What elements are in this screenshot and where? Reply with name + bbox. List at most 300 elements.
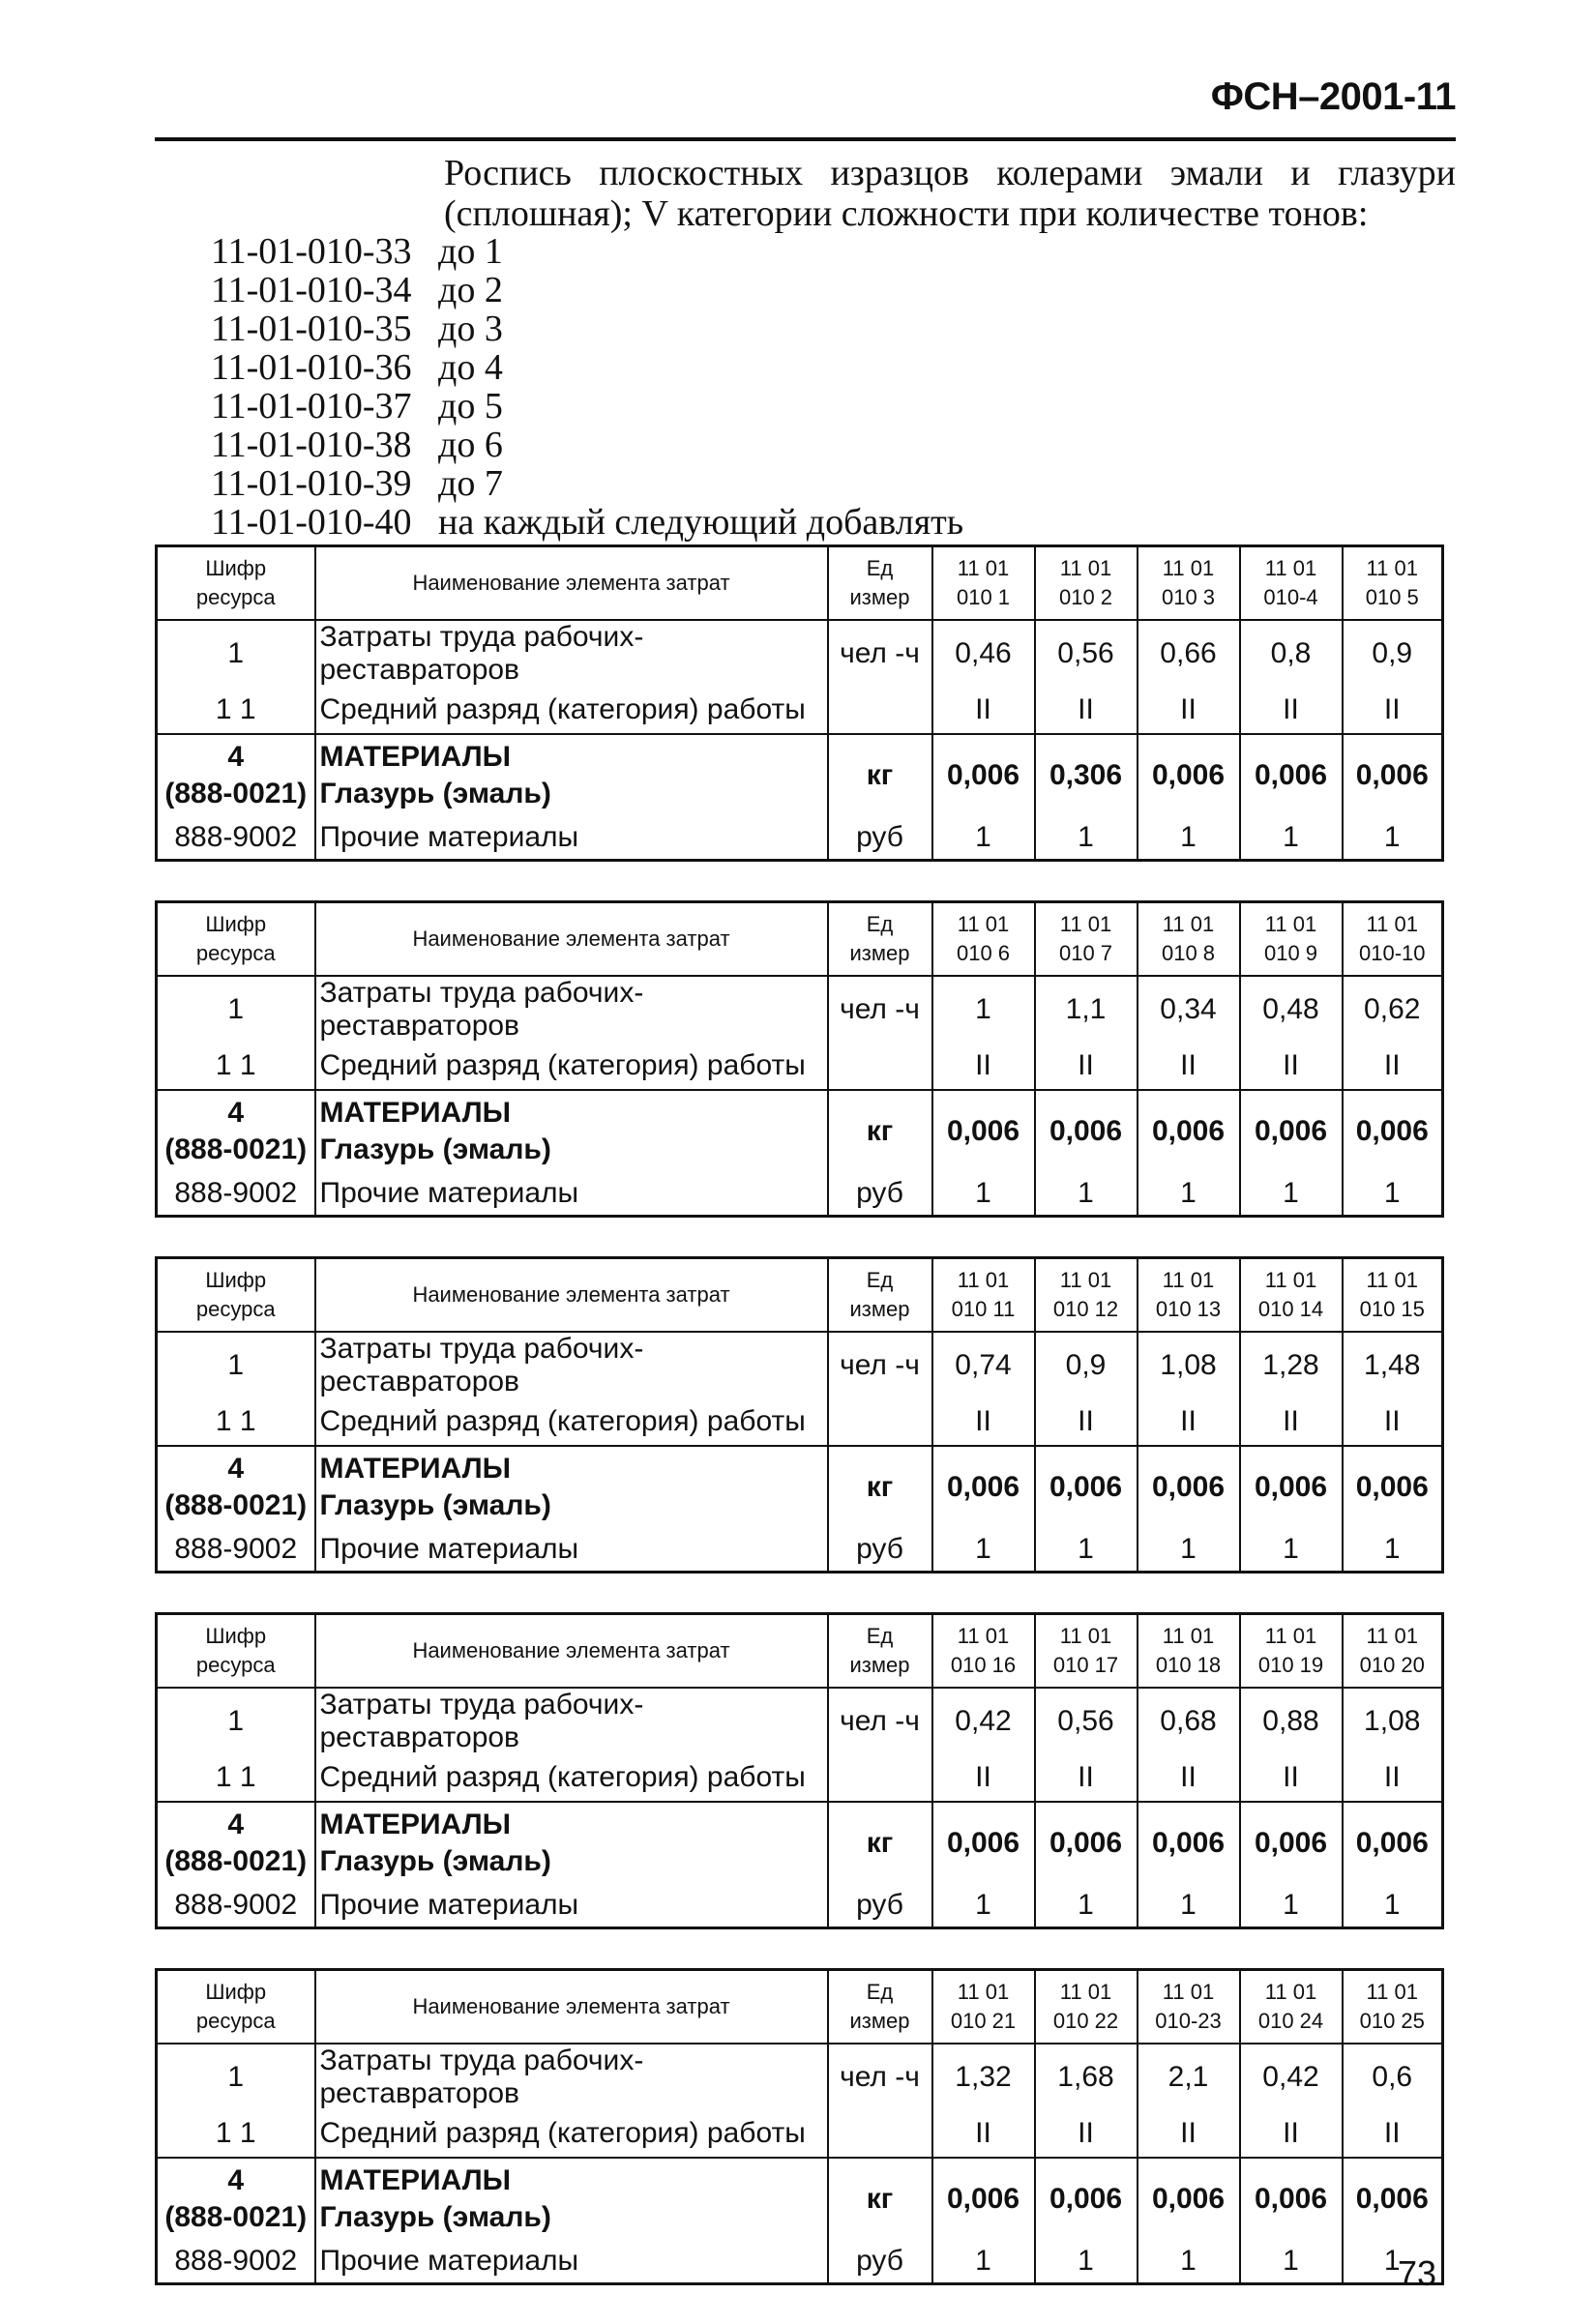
table-header-row: [157, 546, 1443, 621]
header-line: ресурса: [195, 2009, 276, 2033]
norm-code: 11-01-010-37: [211, 386, 412, 427]
table-row: [157, 1688, 1443, 1754]
header-norm-code: [1138, 1970, 1240, 2045]
header-line: Ед: [866, 1624, 894, 1648]
norm-code: 11-01-010-38: [211, 425, 412, 465]
norm-code: 11-01-010-35: [211, 309, 412, 349]
value-cell: 0,68: [1138, 1688, 1240, 1754]
resource-code: 888-9002: [157, 1884, 315, 1928]
table-row: [157, 1446, 1443, 1528]
header-norm-code: [932, 1614, 1035, 1689]
header-norm-code: [1343, 1614, 1443, 1689]
header-line: 11 01: [957, 1624, 1010, 1648]
value-cell: 0,006: [1343, 1802, 1443, 1884]
unit: кг: [828, 1802, 932, 1884]
header-line: Ед: [866, 1980, 894, 2004]
value-cell: 0,006: [932, 2158, 1035, 2240]
value-cell: 0,006: [1138, 734, 1240, 816]
value-cell: 0,8: [1240, 620, 1343, 687]
value-cell: II: [1343, 687, 1443, 734]
table-row: [157, 734, 1443, 816]
value-cell: 1: [932, 976, 1035, 1043]
header-line: 11 01: [1059, 1268, 1112, 1292]
section-description: Роспись плоскостных изразцов колерами эмали и глазури (сплошная); V категории сложности при количестве тонов:: [444, 153, 1456, 234]
header-norm-code: [1240, 1970, 1343, 2045]
header-line: ресурса: [195, 585, 276, 609]
element-name: Прочие материалы: [315, 2240, 828, 2284]
value-cell: 1,28: [1240, 1332, 1343, 1398]
header-element-name: Наименование элемента затрат: [315, 546, 828, 621]
header-element-name: Наименование элемента затрат: [315, 902, 828, 977]
value-cell: 0,42: [1240, 2044, 1343, 2110]
value-cell: 1: [1343, 1172, 1443, 1217]
header-line: 010 3: [1161, 585, 1216, 609]
header-resource-code: [157, 1258, 315, 1333]
value-cell: II: [932, 1043, 1035, 1090]
norm-description: до 4: [438, 347, 503, 388]
value-cell: 0,006: [1035, 1446, 1138, 1528]
header-line: 010 22: [1052, 2009, 1119, 2033]
header-line: Шифр: [205, 556, 267, 580]
header-line: 11 01: [1366, 912, 1418, 936]
value-cell: 0,006: [932, 734, 1035, 816]
value-cell: 1: [1343, 1528, 1443, 1573]
value-cell: II: [1035, 1043, 1138, 1090]
value-cell: II: [1035, 687, 1138, 734]
header-line: Ед: [866, 912, 894, 936]
element-name: Затраты труда рабочих-реставраторов: [315, 2044, 828, 2110]
value-cell: II: [1138, 687, 1240, 734]
table-header-row: [157, 902, 1443, 977]
header-line: 010 9: [1263, 941, 1318, 965]
header-line: 010-4: [1263, 585, 1318, 609]
header-line: измер: [849, 1653, 910, 1677]
resource-code: 888-9002: [157, 1528, 315, 1573]
norm-code: 11-01-010-33: [211, 231, 412, 272]
header-line: 11 01: [1059, 1980, 1112, 2004]
material-group-code: 4: [227, 1809, 245, 1840]
code-list-item: [211, 348, 963, 387]
header-resource-code: [157, 1970, 315, 2045]
value-cell: II: [1035, 2110, 1138, 2158]
resource-code: [157, 1802, 315, 1884]
table-row: [157, 2158, 1443, 2240]
header-line: 11 01: [1162, 1980, 1215, 2004]
unit: [828, 1398, 932, 1446]
header-line: Ед: [866, 556, 894, 580]
value-cell: II: [932, 1754, 1035, 1802]
header-line: Шифр: [205, 1268, 267, 1292]
value-cell: II: [1240, 1398, 1343, 1446]
value-cell: II: [1138, 1754, 1240, 1802]
header-line: 11 01: [1059, 912, 1112, 936]
element-name: Прочие материалы: [315, 1172, 828, 1217]
value-cell: 0,46: [932, 620, 1035, 687]
header-line: 11 01: [1366, 1624, 1418, 1648]
value-cell: 0,56: [1035, 620, 1138, 687]
material-name: Глазурь (эмаль): [319, 1489, 551, 1521]
value-cell: II: [1240, 1754, 1343, 1802]
value-cell: II: [1343, 1754, 1443, 1802]
value-cell: 1: [1343, 2240, 1443, 2284]
header-line: 11 01: [1162, 1268, 1215, 1292]
table-row: [157, 1802, 1443, 1884]
table-row: [157, 1043, 1443, 1090]
value-cell: 0,74: [932, 1332, 1035, 1398]
resource-code: 888-9002: [157, 1172, 315, 1217]
element-name: Прочие материалы: [315, 1884, 828, 1928]
resource-code: [157, 2158, 315, 2240]
value-cell: 0,006: [1343, 1446, 1443, 1528]
header-line: ресурса: [195, 941, 276, 965]
resource-table: [155, 1612, 1444, 1929]
unit: кг: [828, 1090, 932, 1172]
header-line: Шифр: [205, 1980, 267, 2004]
value-cell: 1: [1035, 1884, 1138, 1928]
value-cell: 0,306: [1035, 734, 1138, 816]
value-cell: 0,006: [932, 1090, 1035, 1172]
value-cell: 0,006: [932, 1802, 1035, 1884]
value-cell: 1,08: [1138, 1332, 1240, 1398]
unit: кг: [828, 734, 932, 816]
header-norm-code: [1035, 1970, 1138, 2045]
value-cell: 1,68: [1035, 2044, 1138, 2110]
value-cell: 1: [1240, 1528, 1343, 1573]
table-row: [157, 816, 1443, 861]
norm-description: до 6: [438, 425, 503, 465]
header-line: 010 16: [950, 1653, 1017, 1677]
value-cell: 1: [1240, 1172, 1343, 1217]
header-line: 010 13: [1155, 1297, 1222, 1321]
header-norm-code: [1035, 1614, 1138, 1689]
header-resource-code: [157, 902, 315, 977]
header-line: 010 18: [1155, 1653, 1222, 1677]
header-line: 11 01: [1366, 1980, 1418, 2004]
value-cell: II: [1343, 1398, 1443, 1446]
norm-code: 11-01-010-36: [211, 347, 412, 388]
header-line: 010 12: [1052, 1297, 1119, 1321]
value-cell: II: [932, 2110, 1035, 2158]
header-line: ресурса: [195, 1653, 276, 1677]
header-element-name: Наименование элемента затрат: [315, 1614, 828, 1689]
header-line: Шифр: [205, 912, 267, 936]
value-cell: 1: [932, 816, 1035, 861]
document-code: ФСН–2001-11: [1210, 75, 1456, 118]
value-cell: 1,48: [1343, 1332, 1443, 1398]
norm-description: до 1: [438, 231, 503, 272]
resource-code: 1 1: [157, 2110, 315, 2158]
header-line: Ед: [866, 1268, 894, 1292]
header-line: измер: [849, 941, 910, 965]
resource-code: [157, 1090, 315, 1172]
header-line: 11 01: [1264, 1624, 1317, 1648]
header-unit: [828, 546, 932, 621]
value-cell: 0,006: [1343, 1090, 1443, 1172]
value-cell: II: [1138, 2110, 1240, 2158]
header-norm-code: [1035, 1258, 1138, 1333]
header-line: 010-10: [1358, 941, 1426, 965]
resource-table: [155, 1968, 1444, 2285]
material-name: Глазурь (эмаль): [319, 778, 551, 809]
element-name: Затраты труда рабочих-реставраторов: [315, 1332, 828, 1398]
resource-code: 1 1: [157, 1398, 315, 1446]
table-row: [157, 620, 1443, 687]
value-cell: 0,006: [1240, 1446, 1343, 1528]
unit: чел -ч: [828, 620, 932, 687]
value-cell: 1: [1343, 1884, 1443, 1928]
value-cell: 0,006: [1035, 1802, 1138, 1884]
material-group-title: МАТЕРИАЛЫ: [319, 1809, 512, 1840]
unit: [828, 2110, 932, 2158]
table-row: [157, 976, 1443, 1043]
header-line: 11 01: [1264, 556, 1317, 580]
header-line: 010 21: [950, 2009, 1017, 2033]
header-line: 11 01: [1162, 556, 1215, 580]
header-norm-code: [1240, 546, 1343, 621]
norm-description: до 5: [438, 386, 503, 427]
value-cell: 0,006: [1240, 734, 1343, 816]
element-name: Средний разряд (категория) работы: [315, 1398, 828, 1446]
header-line: 11 01: [957, 1268, 1010, 1292]
element-name: Средний разряд (категория) работы: [315, 1043, 828, 1090]
norm-code: 11-01-010-34: [211, 270, 412, 310]
header-rule: [155, 137, 1456, 141]
value-cell: 0,006: [1035, 1090, 1138, 1172]
table-row: [157, 1528, 1443, 1573]
header-line: 010 17: [1052, 1653, 1119, 1677]
value-cell: II: [1240, 687, 1343, 734]
material-code: (888-0021): [164, 778, 308, 809]
value-cell: 2,1: [1138, 2044, 1240, 2110]
resource-code: 1: [157, 2044, 315, 2110]
resource-code: 888-9002: [157, 2240, 315, 2284]
value-cell: 1,1: [1035, 976, 1138, 1043]
material-group-title: МАТЕРИАЛЫ: [319, 1097, 512, 1129]
code-list-item: [211, 426, 963, 464]
table-row: [157, 1090, 1443, 1172]
table-header-row: [157, 1970, 1443, 2045]
header-unit: [828, 1258, 932, 1333]
material-name: Глазурь (эмаль): [319, 2201, 551, 2233]
material-group-code: 4: [227, 741, 245, 773]
header-line: 010 2: [1058, 585, 1113, 609]
element-name: Средний разряд (категория) работы: [315, 1754, 828, 1802]
value-cell: 1: [1035, 1172, 1138, 1217]
resource-code: 1: [157, 1688, 315, 1754]
value-cell: 0,006: [1343, 734, 1443, 816]
code-list-item: [211, 464, 963, 503]
material-group-title: МАТЕРИАЛЫ: [319, 2164, 512, 2196]
value-cell: 0,006: [1138, 1090, 1240, 1172]
header-norm-code: [1138, 546, 1240, 621]
header-unit: [828, 1970, 932, 2045]
header-line: измер: [849, 585, 910, 609]
resource-code: 1: [157, 1332, 315, 1398]
unit: [828, 1043, 932, 1090]
header-line: 010 5: [1365, 585, 1419, 609]
header-line: 010 8: [1161, 941, 1216, 965]
value-cell: 0,6: [1343, 2044, 1443, 2110]
header-line: 11 01: [1059, 1624, 1112, 1648]
value-cell: 1: [1138, 1172, 1240, 1217]
value-cell: II: [1035, 1754, 1138, 1802]
header-norm-code: [1138, 1258, 1240, 1333]
header-norm-code: [1138, 1614, 1240, 1689]
element-name: [315, 1446, 828, 1528]
material-code: (888-0021): [164, 1489, 308, 1521]
value-cell: 0,006: [1138, 2158, 1240, 2240]
header-line: 11 01: [1264, 1268, 1317, 1292]
material-group-code: 4: [227, 1097, 245, 1129]
value-cell: II: [1138, 1398, 1240, 1446]
value-cell: 1: [1138, 1528, 1240, 1573]
element-name: [315, 734, 828, 816]
resource-code: [157, 734, 315, 816]
material-group-title: МАТЕРИАЛЫ: [319, 1453, 512, 1485]
material-group-code: 4: [227, 2164, 245, 2196]
unit: кг: [828, 2158, 932, 2240]
resource-code: 1 1: [157, 687, 315, 734]
header-resource-code: [157, 1614, 315, 1689]
header-norm-code: [1240, 1614, 1343, 1689]
header-line: 010 25: [1359, 2009, 1425, 2033]
header-line: 010 20: [1359, 1653, 1425, 1677]
table-header-row: [157, 1258, 1443, 1333]
header-norm-code: [932, 546, 1035, 621]
value-cell: 1: [1035, 2240, 1138, 2284]
header-norm-code: [1343, 902, 1443, 977]
norm-code: 11-01-010-40: [211, 502, 412, 543]
header-norm-code: [1035, 902, 1138, 977]
value-cell: 0,006: [932, 1446, 1035, 1528]
header-line: 11 01: [1366, 1268, 1418, 1292]
table-row: [157, 2044, 1443, 2110]
element-name: Затраты труда рабочих-реставраторов: [315, 976, 828, 1043]
value-cell: 0,88: [1240, 1688, 1343, 1754]
norm-description: на каждый следующий добавлять: [438, 502, 964, 543]
value-cell: 0,006: [1240, 1090, 1343, 1172]
value-cell: 1: [1035, 816, 1138, 861]
header-line: 010 15: [1359, 1297, 1425, 1321]
unit: руб: [828, 1884, 932, 1928]
header-unit: [828, 1614, 932, 1689]
header-line: 11 01: [1366, 556, 1418, 580]
table-row: [157, 1172, 1443, 1217]
value-cell: 1: [1138, 2240, 1240, 2284]
resource-code: 1 1: [157, 1043, 315, 1090]
value-cell: 0,56: [1035, 1688, 1138, 1754]
value-cell: 1: [932, 1884, 1035, 1928]
header-line: 11 01: [1162, 1624, 1215, 1648]
value-cell: 0,34: [1138, 976, 1240, 1043]
header-line: ресурса: [195, 1297, 276, 1321]
table-row: [157, 2110, 1443, 2158]
value-cell: 1: [932, 2240, 1035, 2284]
element-name: [315, 1802, 828, 1884]
value-cell: II: [1343, 1043, 1443, 1090]
table-row: [157, 1398, 1443, 1446]
code-list-item: [211, 309, 963, 348]
value-cell: 0,48: [1240, 976, 1343, 1043]
value-cell: II: [932, 687, 1035, 734]
code-list-item: [211, 503, 963, 542]
header-line: 11 01: [1059, 556, 1112, 580]
header-line: 11 01: [1264, 1980, 1317, 2004]
element-name: Затраты труда рабочих-реставраторов: [315, 1688, 828, 1754]
value-cell: II: [1138, 1043, 1240, 1090]
value-cell: 0,006: [1343, 2158, 1443, 2240]
unit: чел -ч: [828, 1332, 932, 1398]
value-cell: 1: [1240, 1884, 1343, 1928]
value-cell: 0,62: [1343, 976, 1443, 1043]
unit: [828, 687, 932, 734]
value-cell: 1: [1138, 816, 1240, 861]
header-line: измер: [849, 1297, 910, 1321]
resource-table: [155, 544, 1444, 862]
header-norm-code: [1343, 1258, 1443, 1333]
element-name: [315, 1090, 828, 1172]
value-cell: 1,08: [1343, 1688, 1443, 1754]
unit: [828, 1754, 932, 1802]
page-number: 73: [1397, 2253, 1436, 2293]
unit: чел -ч: [828, 2044, 932, 2110]
table-row: [157, 2240, 1443, 2284]
header-norm-code: [1035, 546, 1138, 621]
header-line: Шифр: [205, 1624, 267, 1648]
value-cell: 0,006: [1035, 2158, 1138, 2240]
header-resource-code: [157, 546, 315, 621]
value-cell: II: [1240, 2110, 1343, 2158]
table-row: [157, 1332, 1443, 1398]
header-line: 010-23: [1155, 2009, 1222, 2033]
resource-table: [155, 900, 1444, 1218]
header-line: 010 19: [1257, 1653, 1324, 1677]
resource-table: [155, 1256, 1444, 1574]
value-cell: 1: [1343, 816, 1443, 861]
header-norm-code: [1240, 902, 1343, 977]
header-line: измер: [849, 2009, 910, 2033]
table-header-row: [157, 1614, 1443, 1689]
unit: кг: [828, 1446, 932, 1528]
material-code: (888-0021): [164, 1845, 308, 1877]
material-code: (888-0021): [164, 2201, 308, 2233]
element-name: [315, 2158, 828, 2240]
value-cell: 0,006: [1138, 1446, 1240, 1528]
value-cell: 1: [932, 1528, 1035, 1573]
resource-tables: [155, 544, 1441, 2324]
header-norm-code: [1138, 902, 1240, 977]
header-line: 11 01: [1264, 912, 1317, 936]
header-norm-code: [1240, 1258, 1343, 1333]
header-element-name: Наименование элемента затрат: [315, 1258, 828, 1333]
value-cell: 0,66: [1138, 620, 1240, 687]
header-line: 010 24: [1257, 2009, 1324, 2033]
code-list-item: [211, 387, 963, 426]
value-cell: 0,9: [1035, 1332, 1138, 1398]
element-name: Средний разряд (категория) работы: [315, 2110, 828, 2158]
header-line: 010 7: [1058, 941, 1113, 965]
norm-description: до 7: [438, 463, 503, 504]
value-cell: 0,006: [1240, 1802, 1343, 1884]
element-name: Затраты труда рабочих-реставраторов: [315, 620, 828, 687]
unit: руб: [828, 816, 932, 861]
table-row: [157, 1754, 1443, 1802]
resource-code: 1: [157, 976, 315, 1043]
value-cell: 0,006: [1138, 1802, 1240, 1884]
code-list: [211, 232, 963, 542]
header-line: 11 01: [957, 1980, 1010, 2004]
material-name: Глазурь (эмаль): [319, 1845, 551, 1877]
